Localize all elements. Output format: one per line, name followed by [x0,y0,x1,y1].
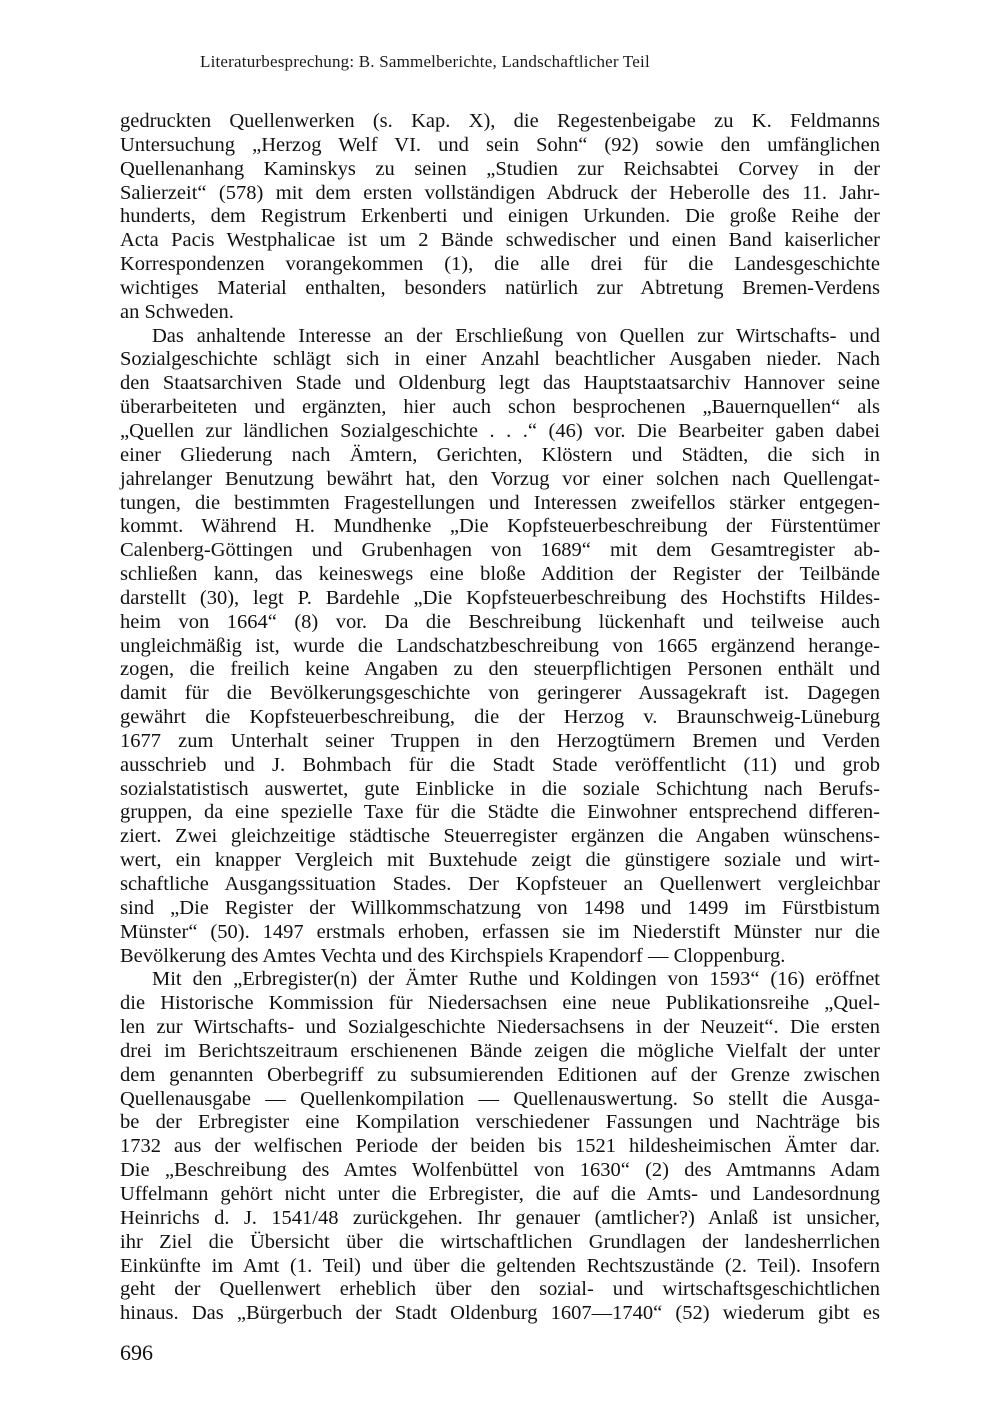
text-line: heim von 1664“ (8) vor. Da die Beschreibung lückenhaft und teilweise auch [120,610,880,633]
text-line: sozialstatistisch auswertet, gute Einblicke in die soziale Schichtung nach Berufs- [120,777,880,800]
text-line: gewährt die Kopfsteuerbeschreibung, die der Herzog v. Braunschweig-Lüneburg [120,706,880,729]
text-line: Das anhaltende Interesse an der Erschließung von Quellen zur Wirtschafts- und [152,324,880,347]
text-line: 1677 zum Unterhalt seiner Truppen in den Herzogtümern Bremen und Verden [120,729,880,752]
text-line: hunderts, dem Registrum Erkenberti und einigen Urkunden. Die große Reihe der [120,205,880,228]
text-line: einer Gliederung nach Ämtern, Gerichten, Klöstern und Städten, die sich in [120,443,880,466]
text-line: gedruckten Quellenwerken (s. Kap. X), die Regestenbeigabe zu K. Feldmanns [120,110,880,132]
text-line: den Staatsarchiven Stade und Oldenburg legt das Hauptstaatsarchiv Hannover seine [120,372,880,395]
text-line: 1732 aus der welfischen Periode der beiden bis 1521 hildesheimischen Ämter dar. [120,1135,880,1158]
text-line: Mit den „Erbregister(n) der Ämter Ruthe und Koldingen von 1593“ (16) eröffnet [152,968,880,991]
text-line: geht der Quellenwert erheblich über den sozial- und wirtschaftsgeschichtlichen [120,1278,880,1301]
text-line: ziert. Zwei gleichzeitige städtische Steuerregister ergänzen die Angaben wünschens- [120,825,880,848]
text-line: Untersuchung „Herzog Welf VI. und sein Sohn“ (92) sowie den umfänglichen [120,133,880,156]
text-line: „Quellen zur ländlichen Sozialgeschichte . . .“ (46) vor. Die Bearbeiter gaben dabei [120,419,880,442]
text-line: ausschrieb und J. Bohmbach für die Stadt Stade veröffentlicht (11) und grob [120,753,880,776]
paragraph [120,968,880,1326]
body-text [120,110,880,1326]
text-line: kommt. Während H. Mundhenke „Die Kopfsteuerbeschreibung der Fürstentümer [120,515,880,538]
paragraph [120,325,880,969]
text-line: ihr Ziel die Übersicht über die wirtschaftlichen Grundlagen der landesherrlichen [120,1230,880,1253]
text-line: dem genannten Oberbegriff zu subsumierenden Editionen auf der Grenze zwischen [120,1063,880,1086]
text-line: Quellenanhang Kaminskys zu seinen „Studien zur Reichsabtei Corvey in der [120,157,880,180]
text-line: Salierzeit“ (578) mit dem ersten vollständigen Abdruck der Heberolle des 11. Jahr- [120,181,880,204]
text-line: Acta Pacis Westphalicae ist um 2 Bände schwedischer und einen Band kaiserlicher [120,229,880,252]
text-line: Korrespondenzen vorangekommen (1), die alle drei für die Landesgeschichte [120,253,880,276]
text-line: die Historische Kommission für Niedersachsen eine neue Publikationsreihe „Quel- [120,992,880,1015]
text-line: überarbeiteten und ergänzten, hier auch schon besprochenen „Bauernquellen“ als [120,396,880,419]
text-line: Sozialgeschichte schlägt sich in einer Anzahl beachtlicher Ausgaben nieder. Nach [120,348,880,371]
running-head: Literaturbesprechung: B. Sammelberichte, Landschaftlicher Teil [200,52,650,71]
text-line: wert, ein knapper Vergleich mit Buxtehude zeigt die günstigere soziale und wirt- [120,849,880,872]
text-line: wichtiges Material enthalten, besonders natürlich zur Abtretung Bremen-Verdens [120,276,880,299]
text-line: gruppen, da eine spezielle Taxe für die Städte die Einwohner entsprechend differen- [120,801,880,824]
text-line: sind „Die Register der Willkommschatzung von 1498 und 1499 im Fürstbistum [120,896,880,919]
text-line: Uffelmann gehört nicht unter die Erbregister, die auf die Amts- und Landesordnung [120,1182,880,1205]
text-line: darstellt (30), legt P. Bardehle „Die Kopfsteuerbeschreibung des Hochstifts Hildes- [120,586,880,609]
page-number: 696 [120,1340,153,1365]
text-line: Quellenausgabe — Quellenkompilation — Quellenauswertung. So stellt die Ausga- [120,1087,880,1110]
text-line: an Schweden. [120,300,234,323]
text-line: damit für die Bevölkerungsgeschichte von geringerer Aussagekraft ist. Dagegen [120,682,880,705]
text-line: tungen, die bestimmten Fragestellungen und Interessen zweifellos stärker entgegen- [120,491,880,514]
text-line: ungleichmäßig ist, wurde die Landschatzbeschreibung von 1665 ergänzend herange- [120,634,880,657]
text-line: schaftliche Ausgangssituation Stades. Der Kopfsteuer an Quellenwert vergleichbar [120,873,880,895]
text-line: Einkünfte im Amt (1. Teil) und über die geltenden Rechtszustände (2. Teil). Insofern [120,1254,880,1277]
text-line: Münster“ (50). 1497 erstmals erhoben, erfassen sie im Niederstift Münster nur die [120,920,880,943]
paragraph [120,110,880,325]
text-line: Bevölkerung des Amtes Vechta und des Kirchspiels Krapendorf — Cloppenburg. [120,944,786,967]
text-line: schließen kann, das keineswegs eine bloße Addition der Register der Teilbände [120,563,880,586]
text-line: be der Erbregister eine Kompilation verschiedener Fassungen und Nachträge bis [120,1111,880,1134]
text-line: hinaus. Das „Bürgerbuch der Stadt Oldenburg 1607—1740“ (52) wiederum gibt es [120,1302,880,1325]
text-line: len zur Wirtschafts- und Sozialgeschichte Niedersachsens in der Neuzeit“. Die ersten [120,1016,880,1039]
text-line: Heinrichs d. J. 1541/48 zurückgehen. Ihr genauer (amtlicher?) Anlaß ist unsicher, [120,1206,880,1229]
text-line: jahrelanger Benutzung bewährt hat, den Vorzug vor einer solchen nach Quellengat- [120,467,880,490]
text-line: drei im Berichtszeitraum erschienenen Bände zeigen die mögliche Vielfalt der unter [120,1039,880,1062]
text-line: Die „Beschreibung des Amtes Wolfenbüttel von 1630“ (2) des Amtmanns Adam [120,1159,880,1182]
text-line: zogen, die freilich keine Angaben zu den steuerpflichtigen Personen enthält und [120,658,880,681]
text-line: Calenberg-Göttingen und Grubenhagen von 1689“ mit dem Gesamtregister ab- [120,539,880,562]
